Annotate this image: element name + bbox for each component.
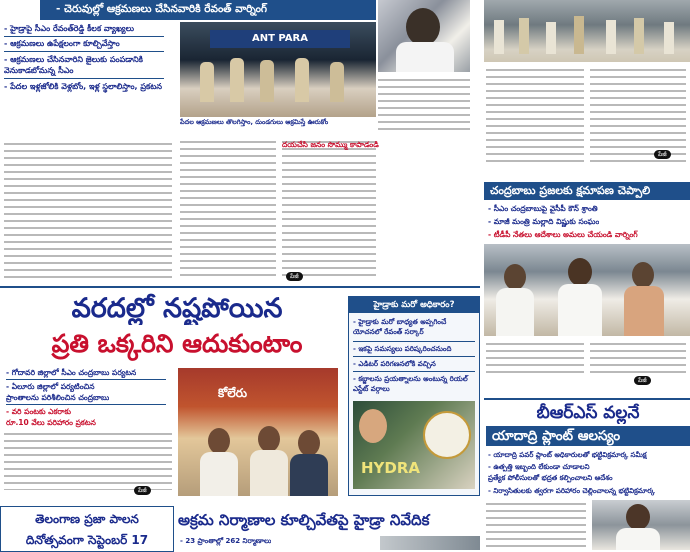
continued-marker[interactable]: పేజీ bbox=[286, 272, 303, 281]
middle-bullet-3: ప్రాంతాలను పరిశీలించిన చంద్రబాబు bbox=[6, 393, 110, 402]
deputy-cm-photo bbox=[592, 500, 690, 550]
middle-bullet-5: రూ.10 వేలు పరిహారం ప్రకటన bbox=[6, 418, 96, 427]
hydra-bullet-4: - కబ్జాలను ప్రయత్నాలను అంటున్న రియల్ ఎస్టేట్ వర్గాలు bbox=[353, 375, 468, 393]
right-caption-2 bbox=[590, 340, 686, 376]
leader-head bbox=[504, 264, 526, 290]
cm-speaking-photo bbox=[378, 0, 470, 72]
leader-head bbox=[568, 258, 592, 286]
right-top-body-1 bbox=[486, 66, 584, 166]
right-top-bullet-2: - మాజీ మంత్రి మల్లాది విష్ణుకు సంఘం bbox=[488, 217, 600, 226]
section-rule bbox=[484, 398, 690, 400]
crowd-photo bbox=[484, 0, 690, 62]
top-right-body bbox=[378, 76, 470, 136]
bottom-mid-headline: అక్రమ నిర్మాణాల కూల్చివేతపై హైడ్రా నివేదిక bbox=[178, 511, 430, 529]
person-figure bbox=[574, 16, 584, 54]
deputy-cm-shirt bbox=[616, 528, 660, 550]
backdrop-text-graphic: కోలేరు bbox=[218, 386, 248, 400]
top-bullets bbox=[0, 22, 172, 137]
top-bullet-2: - ఆక్రమణలు ఉపేక్షలంగా కూల్చివేస్తాం bbox=[4, 39, 120, 48]
hydra-collage bbox=[353, 401, 475, 489]
divider bbox=[6, 379, 166, 380]
divider bbox=[353, 341, 475, 342]
official-shirt bbox=[200, 452, 238, 496]
official-shirt bbox=[250, 450, 288, 496]
top-article-body bbox=[4, 140, 172, 280]
middle-headline-line-1: వరదల్లో నష్టపోయిన bbox=[71, 293, 283, 324]
bottom-left-line-1: తెలంగాణ ప్రజా పాలన bbox=[35, 512, 139, 526]
bottom-left-box bbox=[0, 506, 174, 552]
right-mid-headline-banner bbox=[486, 426, 690, 446]
section-rule bbox=[0, 286, 480, 288]
right-top-bullet-1: - సీఎం చంద్రబాబుపై వైసీపీ కౌన్ శ్రాంతి bbox=[488, 204, 598, 213]
middle-bullet-2: - ఏలూరు జిల్లాలో పర్యటించిన bbox=[6, 382, 95, 391]
person-figure bbox=[634, 18, 644, 54]
leader-shirt bbox=[496, 288, 534, 336]
right-top-headline-banner bbox=[484, 182, 690, 200]
commissioner-portrait bbox=[359, 409, 387, 443]
divider bbox=[6, 404, 166, 405]
divider bbox=[4, 36, 164, 37]
official-head bbox=[258, 426, 280, 452]
cm-review-meeting-photo bbox=[178, 368, 338, 496]
person-figure bbox=[519, 18, 529, 54]
right-mid-bullet-4: - నిర్వాసితులకు త్వరగా పరిహారం చెల్లించాలన్న భట్టివిక్రమార్క bbox=[488, 487, 655, 495]
middle-bullet-1: - గోదావరి జిల్లాలో సీఎం చంద్రబాబు పర్యటన bbox=[6, 368, 137, 377]
officer-figure bbox=[295, 58, 309, 102]
hydra-box-title: హైడ్రాకు మరో అధికారం? bbox=[349, 297, 479, 313]
speaker-shirt bbox=[396, 42, 454, 72]
hydra-logo-text: HYDRA bbox=[361, 459, 421, 477]
photo-banner-graphic: ANT PARA bbox=[210, 30, 350, 48]
telangana-emblem-icon bbox=[423, 411, 471, 459]
bottom-left-line-2: దినోత్సవంగా సెప్టెంబర్ 17 bbox=[25, 533, 149, 547]
demolition-photo bbox=[380, 536, 480, 550]
hydra-box bbox=[348, 296, 480, 496]
police-event-photo bbox=[180, 22, 376, 117]
right-top-headline: చంద్రబాబు ప్రజలకు క్షమాపణ చెప్పాలి bbox=[490, 184, 651, 197]
right-caption-1 bbox=[486, 340, 584, 376]
divider bbox=[353, 356, 475, 357]
top-bullet-4: - పేదల ఇళ్లజోలికి వెళ్లబోం, ఇళ్ల స్థలాలిస్తాం, ప్రకటన bbox=[4, 82, 162, 91]
hydra-bullet-2: - ఇకపై సమస్యలు పరిష్కరించనుంది bbox=[353, 345, 452, 353]
divider bbox=[4, 78, 164, 79]
speaker-head bbox=[406, 8, 440, 46]
divider bbox=[353, 371, 475, 372]
officer-figure bbox=[230, 58, 244, 102]
top-headline-banner bbox=[40, 0, 376, 20]
official-head bbox=[298, 430, 320, 456]
photo-caption: పేదల ఆక్రమణలు తొలగిస్తాం, దుండగులు ఆక్రమిస్తే ఊరుకోం bbox=[180, 118, 329, 126]
bottom-mid-sub: - 23 ప్రాంతాల్లో 262 నిర్మాణాలు bbox=[180, 537, 272, 545]
official-shirt bbox=[290, 454, 328, 496]
continued-marker[interactable]: పేజీ bbox=[654, 150, 671, 159]
right-top-bullet-3: - టీడీపీ నేతలు ఆదేశాలు అమలు చేయండి వార్నింగ్ bbox=[488, 230, 638, 239]
ysrcp-leaders-photo bbox=[484, 244, 690, 336]
continued-marker[interactable]: పేజీ bbox=[634, 376, 651, 385]
right-top-body-2 bbox=[590, 66, 686, 166]
right-mid-bullet-3: ప్రత్యేక పోలీసులతో భద్రత కల్పించాలని ఆదేశం bbox=[488, 474, 613, 482]
person-figure bbox=[494, 20, 504, 54]
top-bullet-3: - ఆక్రమణలు చేసినవారిని జైలుకు పంపడానికి వెనుకాడబోమన్న సీఎం bbox=[4, 55, 143, 75]
leader-head bbox=[632, 262, 654, 288]
top-headline: - చెరువుల్లో ఆక్రమణలు చేసినవారికి రేవంత్ వార్నింగ్ bbox=[56, 3, 268, 15]
hydra-bullet-3: - ఎడిటర్ పరిగణనలోకి వచ్చిన bbox=[353, 360, 436, 368]
top-center-body-2 bbox=[282, 138, 376, 278]
middle-headline-line-2: ప్రతి ఒక్కరిని ఆదుకుంటాం bbox=[51, 329, 303, 358]
leader-shirt bbox=[624, 286, 664, 336]
person-figure bbox=[546, 22, 556, 54]
official-head bbox=[208, 428, 230, 454]
hydra-bullet-1: - హైడ్రాకు మరో బాధ్యత అప్పగించే యోచనలో రేవంత్ సర్కార్ bbox=[353, 318, 447, 336]
middle-bullet-4: - వరి పంటకు ఎకరాకు bbox=[6, 407, 71, 416]
deputy-cm-head bbox=[626, 504, 650, 530]
right-mid-body bbox=[486, 500, 586, 550]
right-mid-headline-line-1: బీఆర్ఎస్ వల్లనే bbox=[536, 403, 640, 423]
right-mid-bullet-2: - ఉత్పత్తి ఇబ్బంది లేకుండా చూడాలని bbox=[488, 463, 590, 471]
top-center-body bbox=[180, 138, 276, 278]
officer-figure bbox=[200, 62, 214, 102]
right-mid-bullet-1: - యాదాద్రి పవర్ ప్లాంట్ అధికారులతో భట్టివిక్రమార్క సమీక్ష bbox=[488, 451, 647, 459]
red-subheadline: దయచేసి జనం సొమ్ము కాపాడండి bbox=[282, 140, 379, 149]
right-mid-headline-line-2: యాదాద్రి ప్లాంట్ ఆలస్యం bbox=[492, 428, 621, 444]
person-figure bbox=[664, 22, 674, 54]
leader-shirt bbox=[558, 284, 602, 336]
continued-marker[interactable]: పేజీ bbox=[134, 486, 151, 495]
officer-figure bbox=[330, 62, 344, 102]
officer-figure bbox=[260, 60, 274, 102]
top-bullet-1: - హైడ్రాపై సీఎం రేవంత్‌రెడ్డి కీలక వ్యాఖ్యలు bbox=[4, 24, 135, 33]
person-figure bbox=[606, 20, 616, 54]
divider bbox=[4, 51, 164, 52]
